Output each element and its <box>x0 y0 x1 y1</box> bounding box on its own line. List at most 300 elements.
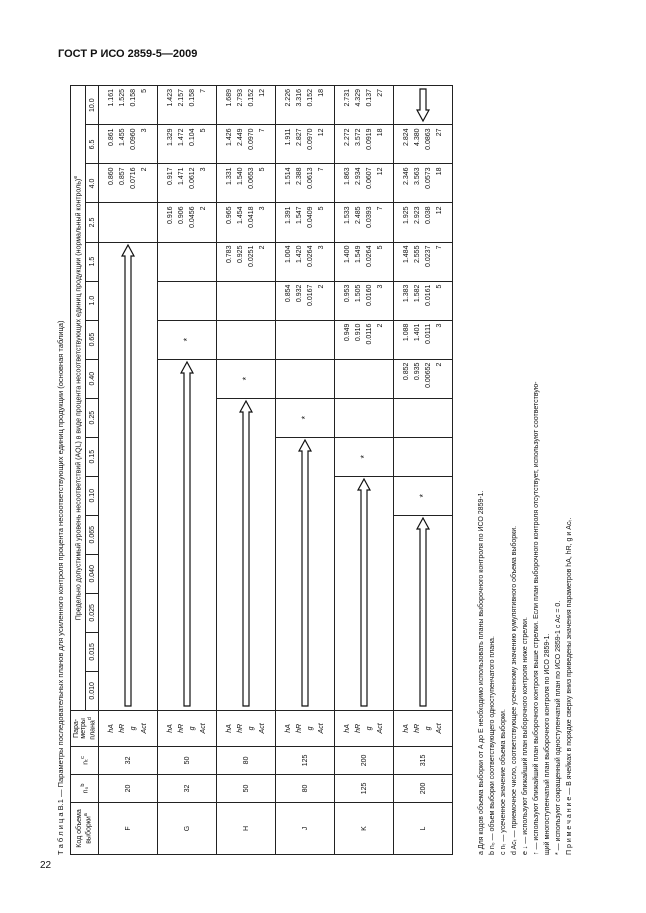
value-cell <box>217 320 276 359</box>
value-line: 0.910 <box>355 323 362 342</box>
value-cell <box>276 203 335 242</box>
arrow-shape <box>181 362 193 706</box>
param-labels <box>158 710 217 746</box>
value-line: 0.0111 <box>425 323 432 344</box>
sample-nt: 315 <box>394 746 453 774</box>
param-label: g <box>425 726 432 731</box>
value-line: 27 <box>436 128 443 137</box>
value-cell <box>335 86 394 125</box>
footnote-line: d Acₜ — приемочное число, соответствующее усеченному значению кумулятивного объема выборки. <box>511 525 518 855</box>
param-label: hA <box>167 724 174 733</box>
value-line: 18 <box>318 89 325 97</box>
value-line: 1.455 <box>119 128 126 146</box>
value-line: 0.857 <box>119 167 126 185</box>
param-label: hR <box>237 723 244 733</box>
value-cell <box>335 398 394 437</box>
value-line: 1.547 <box>296 206 303 225</box>
value-line: 2.934 <box>355 167 362 185</box>
value-line: 0.0970 <box>307 128 314 150</box>
value-cell <box>217 125 276 164</box>
value-cell <box>394 125 453 164</box>
value-cell <box>217 86 276 125</box>
value-line: 0.158 <box>189 89 196 107</box>
value-line: 0.0264 <box>366 245 373 267</box>
header-row <box>71 86 86 855</box>
value-line: 12 <box>318 128 325 137</box>
value-line: 3 <box>318 245 325 250</box>
value-line: 1.471 <box>178 167 185 185</box>
document-header: ГОСТ Р ИСО 2859-5—2009 <box>58 48 198 60</box>
arrow-right-icon <box>416 515 430 710</box>
value-line: 2.388 <box>296 167 303 185</box>
value-line: 1.423 <box>167 89 174 107</box>
value-line: 12 <box>259 89 266 97</box>
arrow-shape <box>299 440 311 706</box>
aql-value-header: 0.25 <box>86 398 99 437</box>
value-line: 0.0607 <box>366 167 373 189</box>
value-cell <box>335 359 394 398</box>
value-cell <box>335 203 394 242</box>
param-label: hA <box>403 724 410 733</box>
value-line: 2.923 <box>414 206 421 225</box>
aql-value-header: 0.015 <box>86 632 99 671</box>
aql-title <box>71 86 86 711</box>
param-labels <box>217 710 276 746</box>
table-row <box>335 86 394 855</box>
value-line: 5 <box>200 128 207 133</box>
col-nt-header <box>71 746 99 774</box>
value-line: 0.152 <box>248 89 255 107</box>
value-cell <box>99 86 158 125</box>
value-line: 1.331 <box>226 167 233 185</box>
value-line: 5 <box>318 206 325 211</box>
sample-nt: 50 <box>158 746 217 774</box>
table-row <box>217 86 276 855</box>
arrow-right-icon <box>239 398 253 710</box>
value-cell <box>99 164 158 203</box>
col-param-header <box>71 710 99 746</box>
value-line: 5 <box>436 284 443 289</box>
value-line: 1.329 <box>167 128 174 146</box>
value-line: 2 <box>141 167 148 172</box>
value-line: 1.401 <box>414 323 421 342</box>
value-line: 27 <box>377 89 384 97</box>
value-cell <box>99 125 158 164</box>
value-line: 1.472 <box>178 128 185 146</box>
value-line: 1.088 <box>403 323 410 342</box>
value-line: 0.0612 <box>189 167 196 189</box>
value-cell <box>158 320 217 359</box>
value-line: 1.383 <box>403 284 410 303</box>
param-label: hR <box>414 723 421 733</box>
arrow-cell <box>394 515 453 710</box>
value-cell <box>217 164 276 203</box>
value-line: 0.0161 <box>425 284 432 306</box>
value-line: 0.860 <box>108 167 115 185</box>
value-line: 4.380 <box>414 128 421 146</box>
value-line: 2.226 <box>285 89 292 107</box>
value-line: 2 <box>377 323 384 328</box>
value-line: 7 <box>377 206 384 211</box>
value-line: 7 <box>436 245 443 250</box>
value-cell <box>394 164 453 203</box>
value-line: 2.449 <box>237 128 244 146</box>
value-line: 3.572 <box>355 128 362 146</box>
value-cell <box>99 203 158 242</box>
star-mark: * <box>418 493 428 498</box>
value-line: 0.0409 <box>307 206 314 228</box>
value-line: 0.965 <box>226 206 233 225</box>
star-mark: * <box>300 415 310 420</box>
star-mark: * <box>359 454 369 459</box>
value-line: 2.346 <box>403 167 410 185</box>
value-line: 1.925 <box>403 206 410 225</box>
value-line: 1.689 <box>226 89 233 107</box>
value-cell <box>217 281 276 320</box>
value-cell <box>335 320 394 359</box>
value-cell <box>394 398 453 437</box>
star-mark: * <box>241 376 251 381</box>
aql-value-header: 0.65 <box>86 320 99 359</box>
arrow-right-icon <box>357 476 371 710</box>
value-line: 0.852 <box>403 362 410 381</box>
value-line: 7 <box>259 128 266 133</box>
value-line: 18 <box>377 128 384 137</box>
value-line: 1.454 <box>237 206 244 225</box>
col-nt-sup: c <box>79 756 86 759</box>
value-line: 4.329 <box>355 89 362 107</box>
col-code-sup: a <box>83 813 90 817</box>
footnotes <box>476 85 575 855</box>
arrow-cell <box>276 437 335 710</box>
param-labels <box>394 710 453 746</box>
value-cell <box>217 203 276 242</box>
value-line: 0.0456 <box>189 206 196 228</box>
aql-value-header: 0.15 <box>86 437 99 476</box>
value-cell <box>158 242 217 281</box>
value-line: 1.863 <box>344 167 351 185</box>
value-line: 1.549 <box>355 245 362 264</box>
star-mark: * <box>182 337 192 342</box>
footnote-line: b n₀ — объем выборки соответствующего одноступенчатого плана. <box>489 636 496 855</box>
footnote-line: ↑ — используют ближайший план выборочного контроля выше стрелки. Если план выборочного контроля отсутствует, используют соответствую- <box>533 381 540 855</box>
value-line: 2.485 <box>355 206 362 225</box>
aql-value-header: 0.065 <box>86 515 99 554</box>
value-line: 7 <box>318 167 325 172</box>
value-line: 1.400 <box>344 245 351 264</box>
sample-nt: 125 <box>276 746 335 774</box>
arrow-cell <box>217 398 276 710</box>
aql-value-header: 4.0 <box>86 164 99 203</box>
footnote-line: c nₜ — усеченное значение объема выборки. <box>500 709 507 855</box>
aql-value-header: 1.5 <box>86 242 99 281</box>
param-label: Act <box>318 723 325 734</box>
sample-n0: 32 <box>158 774 217 802</box>
value-cell <box>335 281 394 320</box>
arrow-shape <box>358 479 370 706</box>
value-line: 0.925 <box>237 245 244 264</box>
value-line: 2.731 <box>344 89 351 107</box>
value-cell <box>394 476 453 515</box>
value-line: 1.582 <box>414 284 421 303</box>
col-code-header <box>71 802 99 854</box>
value-line: 0.953 <box>344 284 351 303</box>
sample-nt: 32 <box>99 746 158 774</box>
table-caption: Т а б л и ц а В.1 — Параметры последовательных планов для усиленного контроля процента несоответствующих единиц продукции (основная таблица) <box>56 320 65 855</box>
value-cell <box>394 281 453 320</box>
value-cell <box>276 320 335 359</box>
value-line: 5 <box>141 89 148 93</box>
aql-value-header: 0.10 <box>86 476 99 515</box>
value-line: 3 <box>141 128 148 133</box>
value-cell <box>276 164 335 203</box>
value-line: 2.827 <box>296 128 303 146</box>
value-line: 0.0960 <box>130 128 137 150</box>
value-line: 0.932 <box>296 284 303 303</box>
param-label: Act <box>259 723 266 734</box>
value-line: 0.0573 <box>425 167 432 189</box>
aql-title-sup: e <box>73 175 80 179</box>
value-line: 2.824 <box>403 128 410 146</box>
sample-code: K <box>335 802 394 854</box>
value-line: 0.158 <box>130 89 137 107</box>
value-line: 1.911 <box>285 128 292 146</box>
value-cell <box>394 320 453 359</box>
value-cell <box>217 359 276 398</box>
arrow-right-icon <box>180 359 194 710</box>
aql-value-header: 0.025 <box>86 593 99 632</box>
value-line: 3 <box>377 284 384 289</box>
value-line: 0.0264 <box>307 245 314 267</box>
value-line: 0.906 <box>178 206 185 225</box>
value-cell <box>158 281 217 320</box>
sample-n0: 20 <box>99 774 158 802</box>
footnote-line: * — используют сокращенный одноступенчатый план по ИСО 2859-1 с Ac = 0. <box>555 600 562 855</box>
value-cell <box>158 86 217 125</box>
value-cell <box>158 164 217 203</box>
aql-value-header: 0.010 <box>86 671 99 710</box>
page-number: 22 <box>40 860 52 871</box>
value-cell <box>276 398 335 437</box>
value-line: 0.916 <box>167 206 174 225</box>
param-labels <box>276 710 335 746</box>
col-n0-label: n₀ <box>82 786 90 794</box>
value-line: 1.540 <box>237 167 244 185</box>
value-cell <box>158 125 217 164</box>
value-line: 0.0970 <box>248 128 255 150</box>
value-line: 0.152 <box>307 89 314 107</box>
aql-value-header: 2.5 <box>86 203 99 242</box>
value-line: 0.935 <box>414 362 421 381</box>
value-line: 2.272 <box>344 128 351 146</box>
value-line: 1.420 <box>296 245 303 264</box>
col-code-label: Код объема выборки <box>76 809 93 848</box>
value-cell <box>217 242 276 281</box>
param-label: hA <box>108 724 115 733</box>
value-cell <box>394 203 453 242</box>
table-row <box>158 86 217 855</box>
value-cell <box>394 359 453 398</box>
arrow-left-icon <box>416 86 430 125</box>
param-label: hA <box>285 724 292 733</box>
param-label: hA <box>344 724 351 733</box>
value-line: 0.0653 <box>248 167 255 189</box>
sample-n0: 50 <box>217 774 276 802</box>
param-label: Act <box>141 723 148 734</box>
value-line: 1.426 <box>226 128 233 146</box>
arrow-cell <box>99 242 158 710</box>
aql-value-header: 0.040 <box>86 554 99 593</box>
value-line: 1.391 <box>285 206 292 225</box>
col-nt-label: nₜ <box>82 758 90 765</box>
value-line: 3 <box>200 167 207 172</box>
value-line: 0.0237 <box>425 245 432 267</box>
sample-code: L <box>394 802 453 854</box>
value-line: 3 <box>259 206 266 211</box>
col-param-sup: d <box>86 717 93 721</box>
aql-value-header: 6.5 <box>86 125 99 164</box>
param-label: Act <box>436 723 443 734</box>
value-line: 18 <box>436 167 443 176</box>
value-cell <box>335 437 394 476</box>
value-line: 0.0418 <box>248 206 255 228</box>
value-line: 0.0716 <box>130 167 137 189</box>
value-cell <box>394 86 453 125</box>
aql-value-header: 10.0 <box>86 86 99 125</box>
value-line: 2.555 <box>414 245 421 264</box>
footnote-line: щий многоступенчатый план выборочного контроля по ИСО 2859-1. <box>544 633 551 855</box>
value-line: 0.038 <box>425 206 432 225</box>
value-line: 0.854 <box>285 284 292 303</box>
value-cell <box>394 242 453 281</box>
value-line: 2 <box>200 206 207 211</box>
value-line: 0.0919 <box>366 128 373 150</box>
value-cell <box>335 164 394 203</box>
value-cell <box>335 125 394 164</box>
param-label: hR <box>296 723 303 733</box>
value-line: 3.316 <box>296 89 303 107</box>
aql-value-header: 1.0 <box>86 281 99 320</box>
value-line: 0.104 <box>189 128 196 146</box>
footnote-line: a Для кодов объема выборки от A до E необходимо использовать планы выборочного контроля по ИСО 2859-1. <box>478 490 485 855</box>
arrow-shape <box>417 89 429 121</box>
sample-code: G <box>158 802 217 854</box>
value-line: 1.161 <box>108 89 115 107</box>
value-line: 0.0393 <box>366 206 373 228</box>
sample-code: F <box>99 802 158 854</box>
param-label: g <box>189 726 196 731</box>
value-line: 0.949 <box>344 323 351 342</box>
arrow-cell <box>335 476 394 710</box>
value-line: 7 <box>200 89 207 93</box>
value-line: 2 <box>318 284 325 289</box>
sample-n0: 80 <box>276 774 335 802</box>
value-cell <box>276 281 335 320</box>
value-line: 2 <box>259 245 266 250</box>
arrow-shape <box>417 518 429 706</box>
param-labels <box>99 710 158 746</box>
value-line: 1.514 <box>285 167 292 185</box>
value-line: 12 <box>377 167 384 176</box>
param-label: Act <box>377 723 384 734</box>
sample-nt: 200 <box>335 746 394 774</box>
arrow-shape <box>122 245 134 706</box>
value-line: 0.0167 <box>307 284 314 306</box>
param-label: hR <box>355 723 362 733</box>
sample-n0: 200 <box>394 774 453 802</box>
table-row <box>394 86 453 855</box>
value-line: 3.563 <box>414 167 421 185</box>
aql-value-header: 0.40 <box>86 359 99 398</box>
param-label: Act <box>200 723 207 734</box>
param-label: hR <box>178 723 185 733</box>
value-line: 0.0251 <box>248 245 255 267</box>
value-cell <box>276 359 335 398</box>
sample-code: H <box>217 802 276 854</box>
aql-title-text: Предельно допустимый уровень несоответствий (AQL) в виде процента несоответствующих единиц продукции (нормальный контроль) <box>75 178 83 621</box>
value-line: 2.157 <box>178 89 185 107</box>
value-line: 1.525 <box>119 89 126 107</box>
value-line: 0.917 <box>167 167 174 185</box>
value-line: 1.533 <box>344 206 351 225</box>
value-cell <box>276 86 335 125</box>
value-line: 0.00652 <box>425 362 432 388</box>
value-line: 5 <box>259 167 266 172</box>
param-label: g <box>248 726 255 731</box>
value-cell <box>394 437 453 476</box>
value-line: 0.861 <box>108 128 115 146</box>
param-label: g <box>307 726 314 731</box>
value-cell <box>158 203 217 242</box>
value-line: 12 <box>436 206 443 215</box>
arrow-shape <box>240 401 252 706</box>
table-row <box>99 86 158 855</box>
param-labels <box>335 710 394 746</box>
arrow-cell <box>158 359 217 710</box>
rotated-table-area <box>56 85 596 855</box>
arrow-right-icon <box>298 437 312 710</box>
table-row <box>276 86 335 855</box>
value-cell <box>276 125 335 164</box>
value-line: 2.793 <box>237 89 244 107</box>
value-line: 0.0863 <box>425 128 432 150</box>
value-line: 0.137 <box>366 89 373 107</box>
col-param-label: Пара-метры плана <box>72 718 97 740</box>
sample-nt: 80 <box>217 746 276 774</box>
parameters-table <box>70 85 453 855</box>
value-line: 1.505 <box>355 284 362 303</box>
param-label: hR <box>119 723 126 733</box>
col-n0-sup: b <box>79 783 86 787</box>
param-label: g <box>366 726 373 731</box>
value-line: 0.0613 <box>307 167 314 189</box>
value-line: 3 <box>436 323 443 328</box>
value-line: 1.484 <box>403 245 410 264</box>
param-label: g <box>130 726 137 731</box>
value-line: 0.783 <box>226 245 233 264</box>
value-line: 2 <box>436 362 443 367</box>
value-line: 0.0160 <box>366 284 373 306</box>
value-line: 0.0116 <box>366 323 373 345</box>
arrow-right-icon <box>121 242 135 710</box>
sample-code: J <box>276 802 335 854</box>
col-n0-header <box>71 774 99 802</box>
footnote-line: П р и м е ч а н и е — В ячейках в порядке сверху вниз приведены значения параметров hA, hR, g и Acₜ. <box>566 517 573 855</box>
sample-n0: 125 <box>335 774 394 802</box>
value-cell <box>276 242 335 281</box>
value-line: 1.004 <box>285 245 292 264</box>
value-cell <box>335 242 394 281</box>
